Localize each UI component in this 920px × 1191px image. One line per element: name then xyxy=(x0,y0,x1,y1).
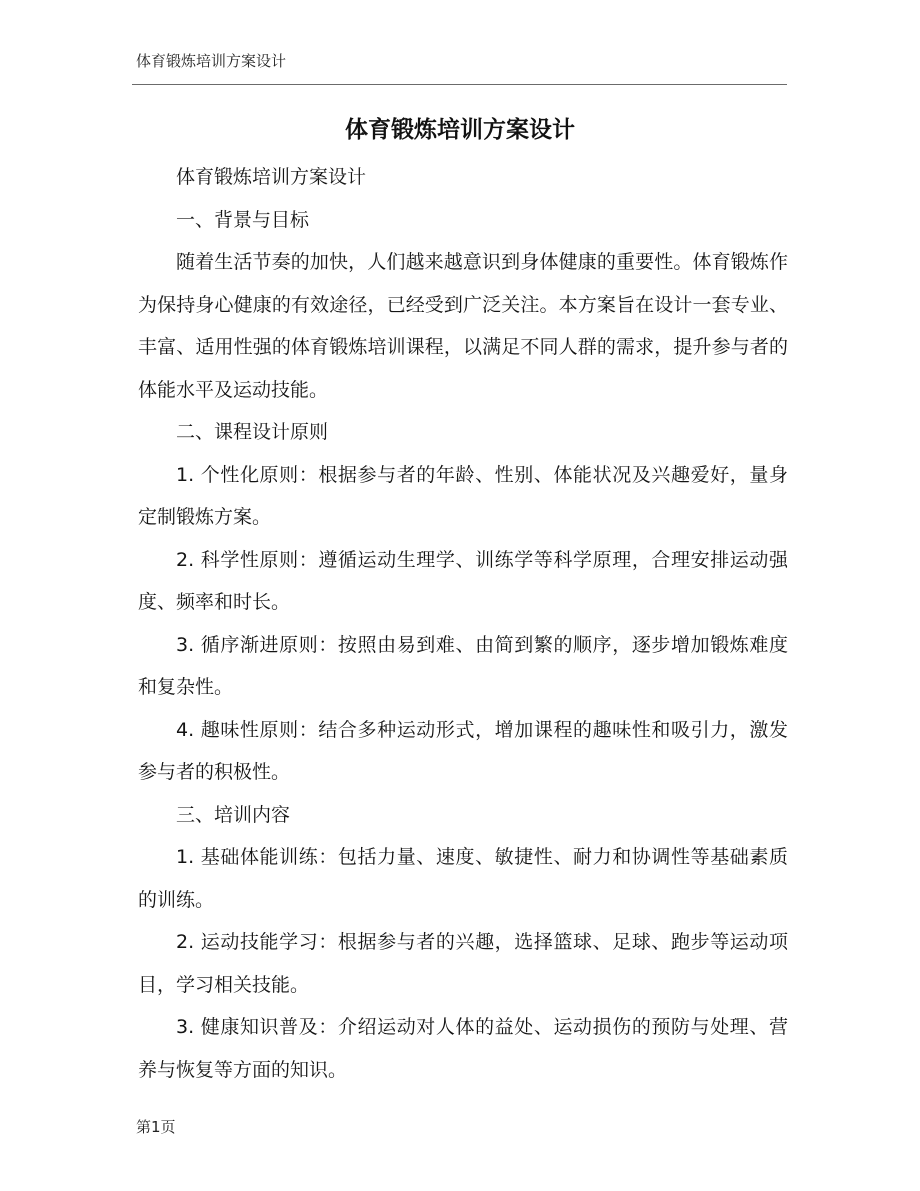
content-item-1: 1. 基础体能训练：包括力量、速度、敏捷性、耐力和协调性等基础素质的训练。 xyxy=(138,846,788,911)
header-divider xyxy=(132,84,787,85)
page-number: 第1页 xyxy=(136,1118,176,1136)
content-item-2: 2. 运动技能学习：根据参与者的兴趣，选择篮球、足球、跑步等运动项目，学习相关技能。 xyxy=(138,931,788,996)
background-paragraph: 随着生活节奏的加快，人们越来越意识到身体健康的重要性。体育锻炼作为保持身心健康的有效途径，已经受到广泛关注。本方案旨在设计一套专业、丰富、适用性强的体育锻炼培训课程，以满足不同人群的需求，提升参与者的体能水平及运动技能。 xyxy=(138,251,788,401)
principle-item-1: 1. 个性化原则：根据参与者的年龄、性别、体能状况及兴趣爱好，量身定制锻炼方案。 xyxy=(138,463,788,528)
content-item-3: 3. 健康知识普及：介绍运动对人体的益处、运动损伤的预防与处理、营养与恢复等方面的知识。 xyxy=(138,1016,788,1081)
subtitle-paragraph: 体育锻炼培训方案设计 xyxy=(176,166,367,188)
running-header: 体育锻炼培训方案设计 xyxy=(136,52,287,70)
section-heading-background: 一、背景与目标 xyxy=(176,208,310,231)
section-heading-content: 三、培训内容 xyxy=(176,803,291,826)
principle-item-4: 4. 趣味性原则：结合多种运动形式，增加课程的趣味性和吸引力，激发参与者的积极性。 xyxy=(138,718,788,783)
principle-item-3: 3. 循序渐进原则：按照由易到难、由简到繁的顺序，逐步增加锻炼难度和复杂性。 xyxy=(138,633,788,698)
document-title: 体育锻炼培训方案设计 xyxy=(345,117,575,143)
principle-item-2: 2. 科学性原则：遵循运动生理学、训练学等科学原理，合理安排运动强度、频率和时长。 xyxy=(138,548,788,613)
section-heading-principles: 二、课程设计原则 xyxy=(176,421,329,443)
document-body xyxy=(138,156,788,1091)
